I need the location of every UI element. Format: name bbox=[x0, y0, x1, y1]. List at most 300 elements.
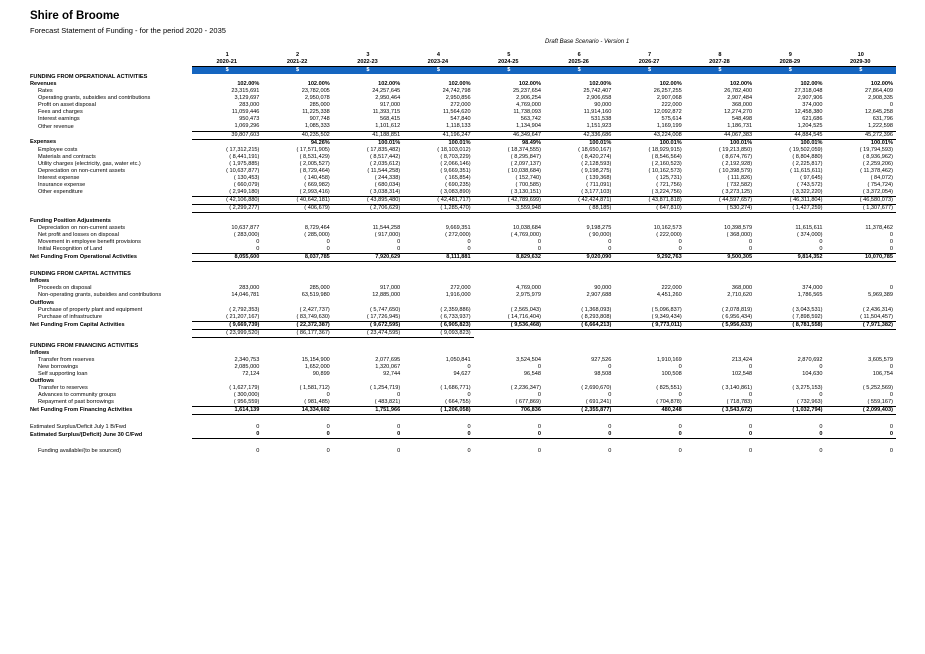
value-cell: 72,124 bbox=[242, 370, 260, 377]
value-cell bbox=[474, 300, 544, 307]
value-cell: ( 140,458) bbox=[304, 174, 330, 181]
value-cell bbox=[685, 378, 755, 385]
value-cell: ( 8,703,229) bbox=[440, 153, 471, 160]
value-cell: ( 17,726,945) bbox=[366, 313, 401, 320]
value-cell: 0 bbox=[256, 448, 260, 455]
column-number: 2 bbox=[296, 52, 300, 58]
value-cell bbox=[403, 378, 473, 385]
value-cell bbox=[192, 218, 262, 225]
value-cell: 11,378,462 bbox=[865, 225, 893, 232]
closing-balance-row bbox=[28, 431, 896, 439]
line-item-row bbox=[28, 88, 896, 95]
value-cell: 102.00% bbox=[448, 81, 471, 88]
value-cell: ( 285,000) bbox=[304, 232, 330, 239]
value-cell: ( 669,982) bbox=[304, 181, 330, 188]
column-number: 9 bbox=[788, 52, 792, 58]
value-cell: ( 917,000) bbox=[374, 232, 401, 239]
value-cell: 0 bbox=[749, 392, 753, 399]
value-cell: 374,000 bbox=[802, 102, 823, 109]
value-cell: ( 18,929,915) bbox=[648, 146, 682, 153]
value-cell: 0 bbox=[826, 431, 896, 439]
value-cell: 1,204,525 bbox=[797, 123, 823, 130]
value-cell: 222,000 bbox=[661, 285, 682, 292]
value-cell: ( 46,311,804) bbox=[755, 196, 825, 204]
value-cell: ( 8,729,464) bbox=[299, 167, 330, 174]
value-cell: 11,615,611 bbox=[795, 225, 823, 232]
value-cell: ( 43,871,818) bbox=[614, 196, 684, 204]
value-cell bbox=[544, 271, 614, 278]
value-cell: 0 bbox=[749, 424, 753, 431]
value-cell: 4,769,000 bbox=[516, 285, 541, 292]
value-cell: 11,544,258 bbox=[372, 225, 401, 232]
value-cell: 1,916,000 bbox=[445, 292, 471, 299]
row-label: FUNDING FROM CAPITAL ACTIVITIES bbox=[30, 271, 131, 278]
value-cell: 9,814,352 bbox=[755, 254, 825, 262]
value-cell: ( 3,224,756) bbox=[651, 188, 682, 195]
value-cell: ( 8,804,880) bbox=[792, 153, 823, 160]
value-cell bbox=[262, 271, 332, 278]
value-cell: ( 14,716,404) bbox=[507, 313, 541, 320]
value-cell: 0 bbox=[749, 363, 753, 370]
value-cell bbox=[333, 218, 403, 225]
value-cell bbox=[755, 262, 825, 272]
value-cell: 0 bbox=[537, 246, 541, 253]
row-label: Net profit and losses on disposal bbox=[38, 232, 119, 239]
value-cell bbox=[685, 271, 755, 278]
value-cell: ( 90,000) bbox=[588, 232, 612, 239]
value-cell: 0 bbox=[537, 392, 541, 399]
line-item-row bbox=[28, 147, 896, 154]
value-cell bbox=[544, 329, 614, 337]
value-cell: ( 9,093,823) bbox=[403, 329, 473, 337]
value-cell: ( 664,755) bbox=[445, 399, 471, 406]
row-label: Transfer to reserves bbox=[38, 385, 88, 392]
value-cell: 285,000 bbox=[309, 102, 330, 109]
value-cell: ( 7,898,592) bbox=[792, 313, 823, 320]
value-cell: ( 2,236,347) bbox=[510, 385, 541, 392]
value-cell: 0 bbox=[333, 431, 403, 439]
value-cell: 100.01% bbox=[659, 139, 682, 146]
value-cell: 3,129,697 bbox=[234, 95, 260, 102]
value-cell bbox=[826, 271, 896, 278]
value-cell bbox=[192, 350, 262, 357]
row-label: Outflows bbox=[30, 299, 54, 306]
value-cell: 7,920,629 bbox=[333, 254, 403, 262]
line-item-row bbox=[28, 161, 896, 168]
value-cell: ( 2,005,527) bbox=[299, 160, 330, 167]
value-cell bbox=[474, 343, 544, 350]
value-cell: 100.01% bbox=[589, 139, 612, 146]
value-cell: 0 bbox=[397, 448, 401, 455]
line-item-row bbox=[28, 168, 896, 175]
row-label: Outflows bbox=[30, 377, 54, 384]
value-cell bbox=[403, 350, 473, 357]
value-cell: ( 18,103,012) bbox=[437, 146, 471, 153]
value-cell: ( 4,769,000) bbox=[510, 232, 541, 239]
value-cell bbox=[614, 415, 684, 425]
value-cell: 1,085,333 bbox=[304, 123, 330, 130]
unit-cell: $ bbox=[544, 67, 614, 75]
column-year: 2028-29 bbox=[755, 59, 825, 67]
value-cell: 2,950,856 bbox=[445, 95, 471, 102]
line-item-row bbox=[28, 246, 896, 254]
value-cell: ( 3,322,220) bbox=[792, 188, 823, 195]
value-cell: ( 42,424,871) bbox=[544, 196, 614, 204]
value-cell: ( 677,869) bbox=[515, 399, 541, 406]
value-cell: ( 956,559) bbox=[233, 399, 260, 406]
value-cell: 0 bbox=[685, 431, 755, 439]
net-total-row bbox=[28, 407, 896, 415]
value-cell: 285,000 bbox=[309, 285, 330, 292]
value-cell: ( 300,000) bbox=[233, 392, 260, 399]
value-cell: 0 bbox=[889, 392, 893, 399]
value-cell: 0 bbox=[889, 239, 893, 246]
value-cell: ( 732,582) bbox=[726, 181, 753, 188]
value-cell: ( 11,544,258) bbox=[367, 167, 401, 174]
value-cell: 90,000 bbox=[594, 285, 612, 292]
value-cell bbox=[192, 300, 262, 307]
value-cell: 0 bbox=[678, 424, 682, 431]
funding-statement bbox=[28, 52, 896, 455]
value-cell: ( 2,299,277) bbox=[192, 204, 262, 212]
value-cell: ( 5,252,569) bbox=[862, 385, 893, 392]
value-cell: 27,864,409 bbox=[865, 88, 893, 95]
row-label: Inflows bbox=[30, 278, 50, 285]
value-cell: 102.00% bbox=[237, 81, 260, 88]
value-cell bbox=[262, 378, 332, 385]
value-cell bbox=[192, 139, 262, 147]
row-label: Initial Recognition of Land bbox=[38, 246, 103, 253]
value-cell: ( 111,826) bbox=[727, 174, 753, 181]
value-cell: ( 46,580,073) bbox=[826, 196, 896, 204]
line-item-row bbox=[28, 385, 896, 392]
line-item-row bbox=[28, 424, 896, 431]
value-cell: 0 bbox=[326, 246, 330, 253]
value-cell bbox=[474, 218, 544, 225]
value-cell: ( 6,905,823) bbox=[403, 321, 473, 329]
row-label bbox=[28, 262, 192, 272]
value-cell: 94,627 bbox=[453, 370, 471, 377]
row-label: Transfer from reserves bbox=[38, 356, 95, 363]
row-label: Operating grants, subsidies and contributions bbox=[38, 95, 151, 102]
row-label: Materials and contracts bbox=[38, 153, 96, 160]
value-cell: 374,000 bbox=[802, 285, 823, 292]
value-cell: 8,055,600 bbox=[192, 254, 262, 262]
value-cell: 222,000 bbox=[661, 102, 682, 109]
value-cell bbox=[685, 300, 755, 307]
value-cell: ( 2,355,877) bbox=[544, 407, 614, 415]
value-cell: 0 bbox=[326, 239, 330, 246]
value-cell: 568,415 bbox=[379, 116, 401, 123]
value-cell bbox=[614, 343, 684, 350]
value-cell: 0 bbox=[397, 392, 401, 399]
value-cell: 100.01% bbox=[870, 139, 893, 146]
value-cell bbox=[192, 378, 262, 385]
value-cell: 12,458,380 bbox=[794, 109, 823, 116]
scenario-label: Draft Base Scenario - Version 1 bbox=[545, 39, 630, 45]
value-cell: ( 165,854) bbox=[445, 174, 471, 181]
value-cell bbox=[544, 278, 614, 285]
value-cell: ( 7,971,382) bbox=[826, 321, 896, 329]
value-cell: ( 2,436,314) bbox=[862, 306, 893, 313]
value-cell: 0 bbox=[467, 239, 471, 246]
line-item-row bbox=[28, 314, 896, 322]
value-cell: ( 2,078,819) bbox=[721, 306, 753, 313]
value-cell: 2,908,335 bbox=[868, 95, 893, 102]
value-cell: ( 5,747,650) bbox=[370, 306, 401, 313]
value-cell: 547,840 bbox=[450, 116, 471, 123]
value-cell bbox=[262, 350, 332, 357]
value-cell: 0 bbox=[889, 448, 893, 455]
value-cell bbox=[262, 300, 332, 307]
unit-cell: $ bbox=[262, 67, 332, 75]
value-cell bbox=[474, 329, 544, 337]
value-cell: 100.01% bbox=[378, 139, 401, 146]
value-cell: ( 84,072) bbox=[870, 174, 893, 181]
value-cell: 0 bbox=[749, 246, 753, 253]
value-cell: 10,398,579 bbox=[724, 225, 753, 232]
row-label: Interest earnings bbox=[38, 116, 80, 123]
line-item-row bbox=[28, 392, 896, 399]
value-cell: 0 bbox=[889, 285, 893, 292]
value-cell bbox=[826, 300, 896, 307]
value-cell bbox=[614, 278, 684, 285]
value-cell: 46,349,647 bbox=[474, 131, 544, 139]
value-cell: ( 222,000) bbox=[656, 232, 682, 239]
row-label: Depreciation on non-current assets bbox=[38, 167, 126, 174]
value-cell: 2,907,688 bbox=[586, 292, 612, 299]
value-cell: 102.00% bbox=[518, 81, 541, 88]
value-cell bbox=[192, 343, 262, 350]
value-cell: ( 44,597,657) bbox=[685, 196, 755, 204]
column-year: 2020-21 bbox=[192, 59, 262, 67]
value-cell: ( 10,162,573) bbox=[648, 167, 682, 174]
row-label: Funding Position Adjustments bbox=[30, 218, 111, 225]
value-cell: ( 732,963) bbox=[797, 399, 823, 406]
column-number: 10 bbox=[857, 52, 864, 58]
value-cell bbox=[192, 278, 262, 285]
column-number: 1 bbox=[225, 52, 229, 58]
value-cell: 0 bbox=[326, 424, 330, 431]
column-number-row bbox=[28, 52, 896, 59]
value-cell bbox=[262, 218, 332, 225]
value-cell bbox=[403, 218, 473, 225]
value-cell: ( 660,079) bbox=[233, 181, 260, 188]
value-cell: ( 483,821) bbox=[374, 399, 401, 406]
row-label bbox=[28, 131, 192, 139]
subtotal-row bbox=[28, 329, 896, 337]
value-cell bbox=[262, 74, 332, 81]
value-cell: 1,751,966 bbox=[333, 407, 403, 415]
value-cell bbox=[685, 262, 755, 272]
value-cell: ( 272,000) bbox=[445, 232, 471, 239]
value-cell: ( 2,160,523) bbox=[651, 160, 682, 167]
row-label: Revenues bbox=[30, 81, 57, 88]
value-cell: 10,162,573 bbox=[653, 225, 682, 232]
value-cell: 0 bbox=[889, 102, 893, 109]
value-cell: 8,829,632 bbox=[474, 254, 544, 262]
value-cell bbox=[685, 218, 755, 225]
row-label bbox=[28, 439, 192, 449]
value-cell bbox=[192, 271, 262, 278]
value-cell bbox=[755, 378, 825, 385]
value-cell: 0 bbox=[474, 431, 544, 439]
value-cell: 0 bbox=[467, 246, 471, 253]
value-cell bbox=[333, 415, 403, 425]
value-cell: 631,796 bbox=[872, 116, 893, 123]
value-cell: ( 8,295,847) bbox=[510, 153, 541, 160]
line-item-row bbox=[28, 102, 896, 109]
value-cell bbox=[474, 350, 544, 357]
value-cell: 0 bbox=[326, 392, 330, 399]
value-cell: 10,637,877 bbox=[231, 225, 260, 232]
value-cell bbox=[403, 300, 473, 307]
value-cell: ( 17,571,905) bbox=[296, 146, 330, 153]
value-cell: 0 bbox=[192, 431, 262, 439]
value-cell: ( 19,213,850) bbox=[718, 146, 753, 153]
value-cell: 102.00% bbox=[730, 81, 753, 88]
row-label: Employee costs bbox=[38, 146, 78, 153]
value-cell: ( 21,207,167) bbox=[226, 313, 260, 320]
row-label bbox=[28, 204, 192, 212]
value-cell: ( 2,690,670) bbox=[581, 385, 612, 392]
value-cell bbox=[333, 278, 403, 285]
value-cell: ( 559,167) bbox=[867, 399, 893, 406]
row-label bbox=[28, 329, 192, 337]
value-cell: ( 2,993,416) bbox=[299, 188, 330, 195]
row-label: Other expenditure bbox=[38, 189, 83, 196]
line-item-row bbox=[28, 239, 896, 246]
spacer-row bbox=[28, 415, 896, 425]
value-cell: ( 406,679) bbox=[262, 204, 332, 212]
value-cell: 283,000 bbox=[239, 102, 260, 109]
value-cell: 0 bbox=[467, 448, 471, 455]
value-cell: ( 1,368,093) bbox=[581, 306, 612, 313]
row-label: Proceeds on disposal bbox=[38, 285, 92, 292]
value-cell bbox=[474, 271, 544, 278]
value-cell: 12,885,000 bbox=[372, 292, 401, 299]
value-cell: ( 6,956,434) bbox=[721, 313, 753, 320]
value-cell bbox=[826, 439, 896, 449]
value-cell bbox=[403, 74, 473, 81]
value-cell: 0 bbox=[467, 424, 471, 431]
value-cell: 1,786,565 bbox=[797, 292, 823, 299]
unit-cell: $ bbox=[333, 67, 403, 75]
value-cell: 0 bbox=[678, 246, 682, 253]
net-total-row bbox=[28, 321, 896, 329]
value-cell bbox=[614, 271, 684, 278]
value-cell: ( 18,374,555) bbox=[507, 146, 541, 153]
value-cell: 0 bbox=[397, 239, 401, 246]
value-cell: 102.00% bbox=[800, 81, 823, 88]
value-cell: 24,257,645 bbox=[372, 88, 401, 95]
value-cell bbox=[614, 378, 684, 385]
column-year: 2027-28 bbox=[685, 59, 755, 67]
line-item-row bbox=[28, 109, 896, 116]
row-label: Purchase of property plant and equipment bbox=[38, 306, 143, 313]
value-cell: 531,538 bbox=[591, 116, 612, 123]
value-cell: ( 1,307,677) bbox=[826, 204, 896, 212]
row-label: FUNDING FROM OPERATIONAL ACTIVITIES bbox=[30, 74, 148, 81]
value-cell: ( 2,128,593) bbox=[581, 160, 612, 167]
value-cell: 2,975,979 bbox=[516, 292, 541, 299]
value-cell bbox=[755, 329, 825, 337]
line-item-row bbox=[28, 182, 896, 189]
row-label: Expenses bbox=[30, 139, 57, 146]
value-cell: ( 9,672,595) bbox=[333, 321, 403, 329]
line-item-row bbox=[28, 116, 896, 123]
value-cell: 98.49% bbox=[521, 139, 541, 146]
value-cell: ( 9,349,434) bbox=[651, 313, 682, 320]
row-label: Purchase of infrastructure bbox=[38, 313, 103, 320]
line-item-row bbox=[28, 123, 896, 131]
value-cell bbox=[614, 218, 684, 225]
value-cell bbox=[403, 271, 473, 278]
value-cell: 0 bbox=[403, 431, 473, 439]
value-cell: 0 bbox=[889, 363, 893, 370]
value-cell: 927,526 bbox=[591, 356, 612, 363]
value-cell bbox=[544, 378, 614, 385]
value-cell: 272,000 bbox=[450, 285, 471, 292]
value-cell: 41,196,247 bbox=[403, 131, 473, 139]
value-cell: 0 bbox=[256, 246, 260, 253]
value-cell: 0 bbox=[819, 392, 823, 399]
section-heading-row bbox=[28, 271, 896, 278]
value-cell bbox=[755, 439, 825, 449]
value-cell: 0 bbox=[262, 431, 332, 439]
value-cell bbox=[262, 415, 332, 425]
value-cell: ( 2,792,353) bbox=[229, 306, 260, 313]
value-cell bbox=[755, 278, 825, 285]
value-cell: 0 bbox=[678, 448, 682, 455]
value-cell: 8,037,785 bbox=[262, 254, 332, 262]
value-cell: ( 23,474,595) bbox=[333, 329, 403, 337]
value-cell: 5,969,389 bbox=[868, 292, 893, 299]
value-cell: 8,729,464 bbox=[304, 225, 330, 232]
value-cell: 0 bbox=[749, 239, 753, 246]
row-label: New borrowings bbox=[38, 363, 79, 370]
line-item-row bbox=[28, 292, 896, 299]
value-cell: 100.01% bbox=[730, 139, 753, 146]
funding-available-row bbox=[28, 448, 896, 455]
row-label bbox=[28, 415, 192, 425]
line-item-row bbox=[28, 399, 896, 407]
value-cell: 24,742,798 bbox=[442, 88, 471, 95]
row-label: Movement in employee benefit provisions bbox=[38, 239, 141, 246]
value-cell: ( 42,789,699) bbox=[474, 196, 544, 204]
value-cell: ( 22,372,387) bbox=[262, 321, 332, 329]
value-cell: ( 8,781,558) bbox=[755, 321, 825, 329]
value-cell: ( 2,225,817) bbox=[792, 160, 823, 167]
column-number: 7 bbox=[647, 52, 652, 58]
value-cell: 706,836 bbox=[474, 407, 544, 415]
value-cell: 1,910,169 bbox=[656, 356, 682, 363]
value-cell bbox=[544, 262, 614, 272]
value-cell: ( 244,338) bbox=[374, 174, 401, 181]
value-cell: 15,154,900 bbox=[301, 356, 330, 363]
value-cell: 23,315,691 bbox=[231, 88, 260, 95]
value-cell: 45,272,396 bbox=[826, 131, 896, 139]
value-cell bbox=[685, 343, 755, 350]
value-cell: ( 3,273,125) bbox=[721, 188, 753, 195]
line-item-row bbox=[28, 371, 896, 378]
value-cell bbox=[685, 415, 755, 425]
row-label: Repayment of past borrowings bbox=[38, 399, 114, 406]
value-cell: 0 bbox=[749, 448, 753, 455]
value-cell: 10,038,684 bbox=[512, 225, 541, 232]
value-cell: 272,000 bbox=[450, 102, 471, 109]
value-cell: ( 97,645) bbox=[800, 174, 823, 181]
